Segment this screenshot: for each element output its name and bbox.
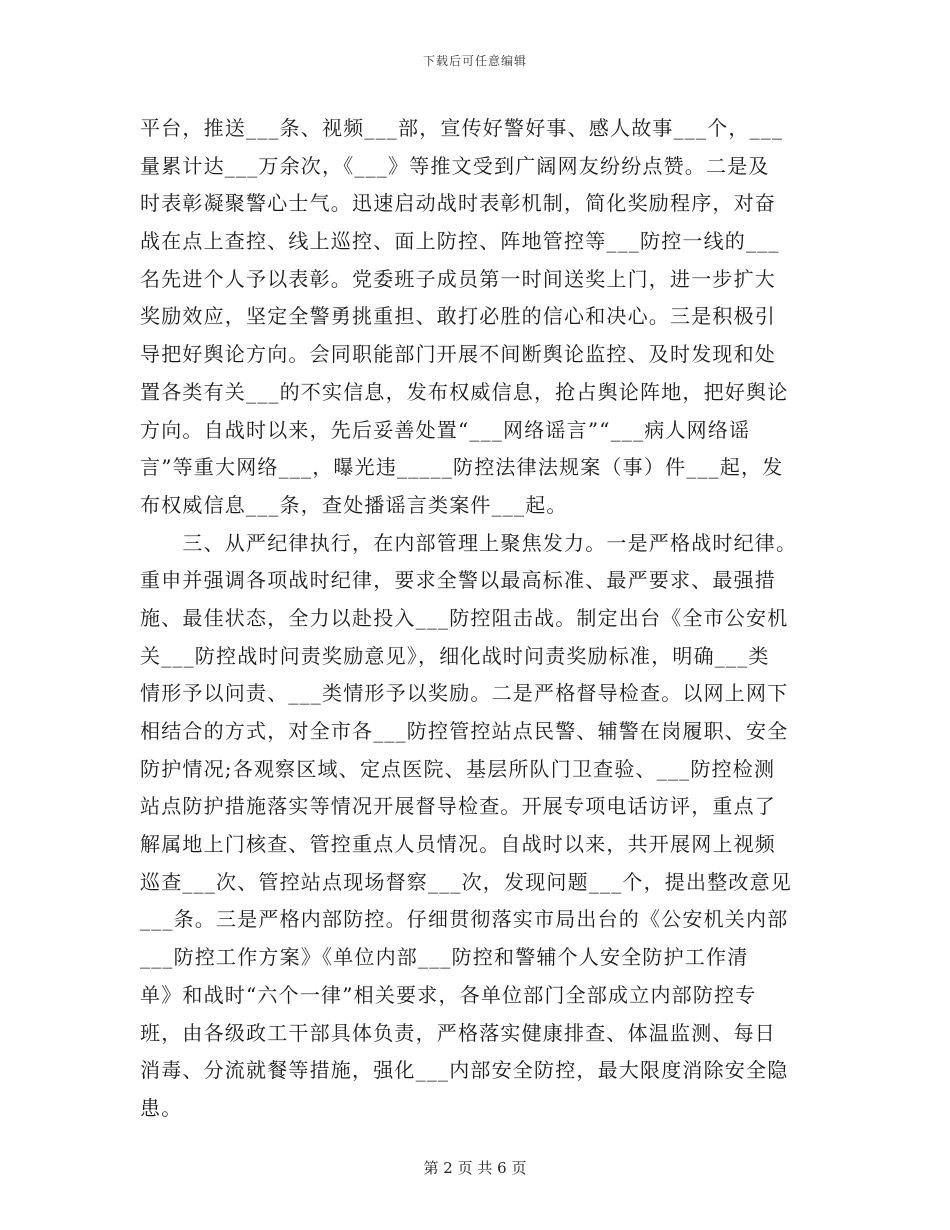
- text-line: 量累计达___万余次，《___》等推文受到广阔网友纷纷点赞。二是及: [140, 153, 770, 178]
- text-line: 防护情况;各观察区域、定点医院、基层所队门卫查验、___防控检测: [140, 756, 776, 781]
- text-line: 相结合的方式，对全市各___防控管控站点民警、辅警在岗履职、安全: [140, 719, 789, 743]
- text-line: 名先进个人予以表彰。党委班子成员第一时间送奖上门，进一步扩大: [140, 266, 776, 291]
- text-line: 班，由各级政工干部具体负责，严格落实健康排查、体温监测、每日: [140, 1020, 776, 1045]
- text-line: 施、最佳状态，全力以赴投入___防控阻击战。制定出台《全市公安机: [140, 605, 789, 630]
- page-header: 下载后可任意编辑: [422, 54, 527, 68]
- text-line: 三、从严纪律执行，在内部管理上聚焦发力。一是严格战时纪律。: [140, 530, 798, 555]
- text-line: 巡查___次、管控站点现场督察___次，发现问题___个，提出整改意见: [140, 869, 792, 894]
- text-line: 平台，推送___条、视频___部，宣传好警好事、感人故事___个，___: [140, 116, 784, 140]
- text-line: 站点防护措施落实等情况开展督导检查。开展专项电话访评，重点了: [140, 794, 776, 819]
- page-footer: 第 2 页 共 6 页: [423, 1159, 527, 1177]
- document-body: [140, 110, 820, 1128]
- text-line: 情形予以问责、___类情形予以奖励。二是严格督导检查。以网上网下: [140, 681, 789, 706]
- text-line: 重申并强调各项战时纪律，要求全警以最高标准、最严要求、最强措: [140, 568, 776, 593]
- text-line: 布权威信息___条，查处播谣言类案件___起。: [140, 492, 568, 517]
- text-line: 患。: [140, 1095, 183, 1120]
- text-line: 解属地上门核查、管控重点人员情况。自战时以来，共开展网上视频: [140, 832, 776, 857]
- text-line: ___防控工作方案》《单位内部___防控和警辅个人安全防护工作清: [140, 945, 749, 970]
- text-line: 时表彰凝聚警心士气。迅速启动战时表彰机制，简化奖励程序，对奋: [140, 191, 776, 216]
- text-line: 方向。自战时以来，先后妥善处置“___网络谣言”“___病人网络谣: [140, 417, 751, 442]
- text-line: 单》和战时“六个一律”相关要求，各单位部门全部成立内部防控专: [140, 982, 757, 1007]
- text-line: 战在点上查控、线上巡控、面上防控、阵地管控等___防控一线的___: [140, 229, 780, 254]
- text-line: 置各类有关___的不实信息，发布权威信息，抢占舆论阵地，把好舆论: [140, 379, 789, 404]
- text-line: 消毒、分流就餐等措施，强化___内部安全防控，最大限度消除安全隐: [140, 1058, 789, 1083]
- text-line: 导把好舆论方向。会同职能部门开展不间断舆论监控、及时发现和处: [140, 342, 776, 367]
- text-line: 关___防控战时问责奖励意见》，细化战时问责奖励标准，明确___类: [140, 643, 770, 668]
- text-line: 言”等重大网络___，曝光违_____防控法律法规案（事）件___起，发: [140, 455, 784, 480]
- text-line: 奖励效应，坚定全警勇挑重担、敢打必胜的信心和决心。三是积极引: [140, 304, 776, 329]
- text-line: ___条。三是严格内部防控。仔细贯彻落实市局出台的《公安机关内部: [140, 907, 789, 932]
